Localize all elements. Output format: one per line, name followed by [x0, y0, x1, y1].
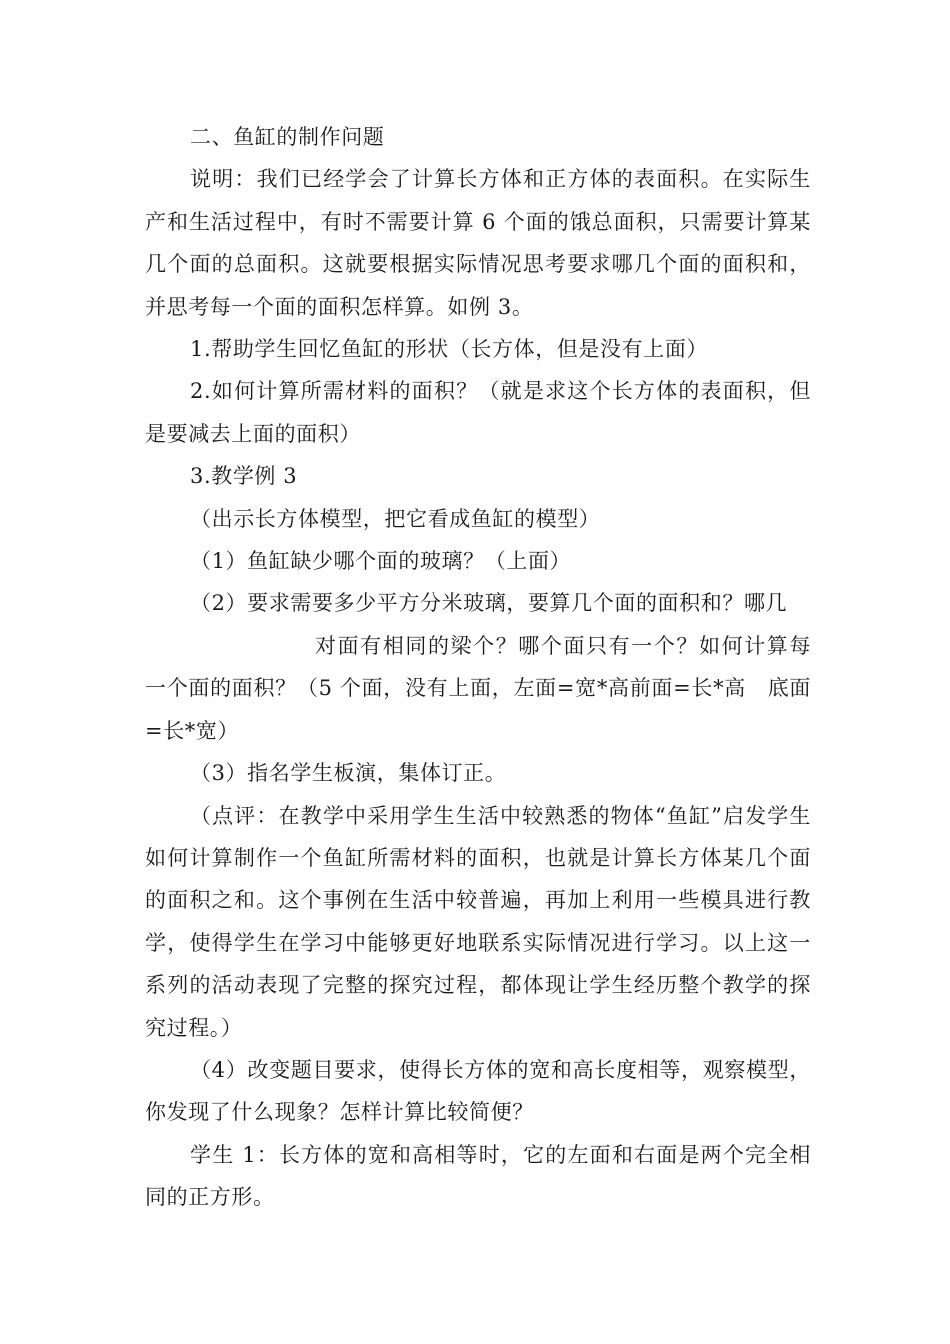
step-2-paragraph: 2.如何计算所需材料的面积？（就是求这个长方体的表面积，但是要减去上面的面积）	[145, 379, 811, 446]
question-3-paragraph: （3）指名学生板演，集体订正。	[190, 761, 507, 786]
step-1-paragraph: 1.帮助学生回忆鱼缸的形状（长方体，但是没有上面）	[190, 337, 709, 362]
question-4-paragraph: （4）改变题目要求，使得长方体的宽和高长度相等，观察模型，你发现了什么现象？怎样计算比较简便？	[145, 1057, 811, 1125]
question-2-paragraph: （2）要求需要多少平方分米玻璃，要算几个面的面积和？哪几	[190, 591, 788, 616]
step-3-heading: 3.教学例 3	[190, 464, 298, 489]
explanation-paragraph: 说明：我们已经学会了计算长方体和正方体的表面积。在实际生产和生活过程中，有时不需要计算 6 个面的饿总面积，只需要计算某几个面的总面积。这就要根据实际情况思考要求哪几个面的面积和，并思考每一个面的面积怎样算。如例 3。	[145, 167, 811, 319]
question-2-continuation: 对面有相同的梁个？哪个面只有一个？如何计算每一个面的面积？（5 个面，没有上面，左面=宽*高前面=长*高 底面=长*宽）	[145, 633, 811, 743]
document-body	[145, 116, 811, 1219]
model-note-paragraph: （出示长方体模型，把它看成鱼缸的模型）	[190, 506, 601, 531]
section-heading: 二、鱼缸的制作问题	[190, 125, 385, 149]
question-1-paragraph: （1）鱼缸缺少哪个面的玻璃？（上面）	[190, 549, 572, 574]
student-1-answer: 学生 1：长方体的宽和高相等时，它的左面和右面是两个完全相同的正方形。	[145, 1142, 811, 1210]
commentary-paragraph: （点评：在教学中采用学生生活中较熟悉的物体“鱼缸”启发学生如何计算制作一个鱼缸所需材料的面积，也就是计算长方体某几个面的面积之和。这个事例在生活中较普遍，再加上利用一些模具进行教学，使得学生在学习中能够更好地联系实际情况进行学习。以上这一系列的活动表现了完整的探究过程，都体现让学生经历整个教学的探究过程。）	[145, 803, 811, 1040]
